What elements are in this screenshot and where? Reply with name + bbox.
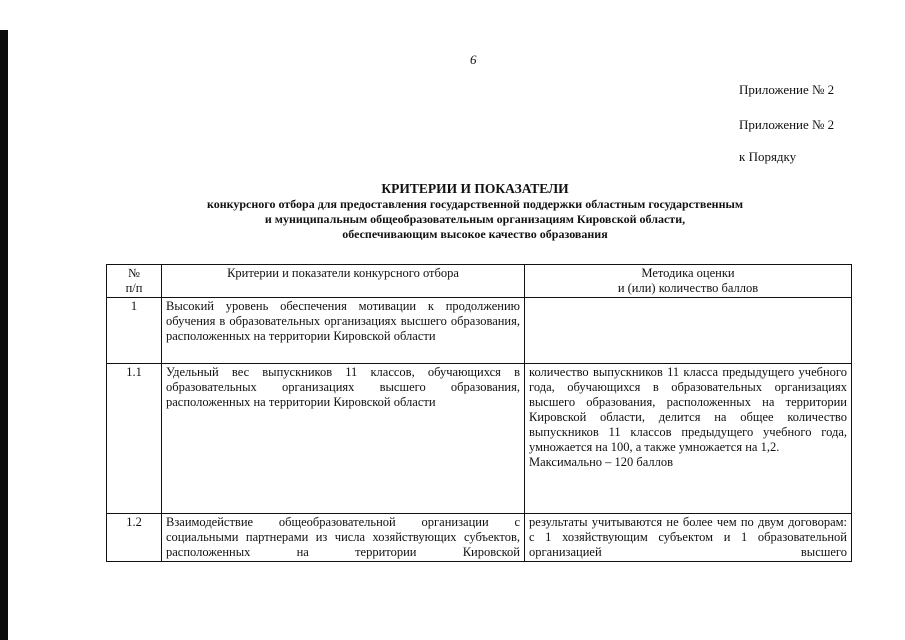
- table-row: [107, 364, 852, 514]
- criteria-table: [106, 264, 852, 562]
- row-max-score: Максимально – 120 баллов: [529, 455, 674, 469]
- table-row: [107, 298, 852, 364]
- scan-edge: [0, 30, 8, 640]
- appendix-label-repeat: Приложение № 2: [739, 117, 835, 132]
- row-criteria: Высокий уровень обеспечения мотивации к продолжению обучения в образовательных организациях высшего образования, расположенных на территории Кировской области: [162, 298, 525, 364]
- row-number: 1.2: [107, 514, 162, 562]
- subtitle-line-3: обеспечивающим высокое качество образования: [342, 227, 608, 241]
- header-criteria: Критерии и показатели конкурсного отбора: [162, 265, 525, 298]
- document-title: КРИТЕРИИ И ПОКАЗАТЕЛИ: [381, 181, 569, 196]
- row-method-cell: [525, 364, 852, 514]
- row-number: 1.1: [107, 364, 162, 514]
- appendix-label: Приложение № 2: [739, 82, 835, 97]
- appendix-order-label: к Порядку: [739, 149, 797, 164]
- document-heading: [110, 181, 840, 242]
- subtitle-line-1: конкурсного отбора для предоставления государственной поддержки областным государственным: [206, 197, 744, 211]
- row-method: количество выпускников 11 класса предыдущего учебного года, обучающихся в образовательных организациях высшего образования, расположенных на территории Кировской области, делится на общее количество выпускников 11 классов предыдущего учебного года, умножается на 100, а также умножается на 1,2.: [529, 365, 847, 454]
- header-number-sign: №: [128, 266, 140, 280]
- row-number: 1: [107, 298, 162, 364]
- header-number: [107, 265, 162, 298]
- header-method: [525, 265, 852, 298]
- header-method-line-1: Методика оценки: [641, 266, 735, 280]
- table-row: [107, 514, 852, 562]
- row-method: результаты учитываются не более чем по двум договорам: с 1 хозяйствующим субъектом и 1 образовательной организацией высшего: [525, 514, 852, 562]
- row-criteria: Удельный вес выпускников 11 классов, обучающихся в образовательных организациях высшего образования, расположенных на территории Кировской области: [162, 364, 525, 514]
- subtitle-line-2: и муниципальным общеобразовательным организациям Кировской области,: [264, 212, 686, 226]
- page-number: 6: [470, 52, 477, 67]
- header-method-line-2: и (или) количество баллов: [617, 281, 759, 295]
- table-header-row: [107, 265, 852, 298]
- row-criteria: Взаимодействие общеобразовательной организации с социальными партнерами из числа хозяйствующих субъектов, расположенных на территории Кировской: [162, 514, 525, 562]
- header-number-abbr: п/п: [125, 281, 143, 295]
- row-method: [525, 298, 852, 364]
